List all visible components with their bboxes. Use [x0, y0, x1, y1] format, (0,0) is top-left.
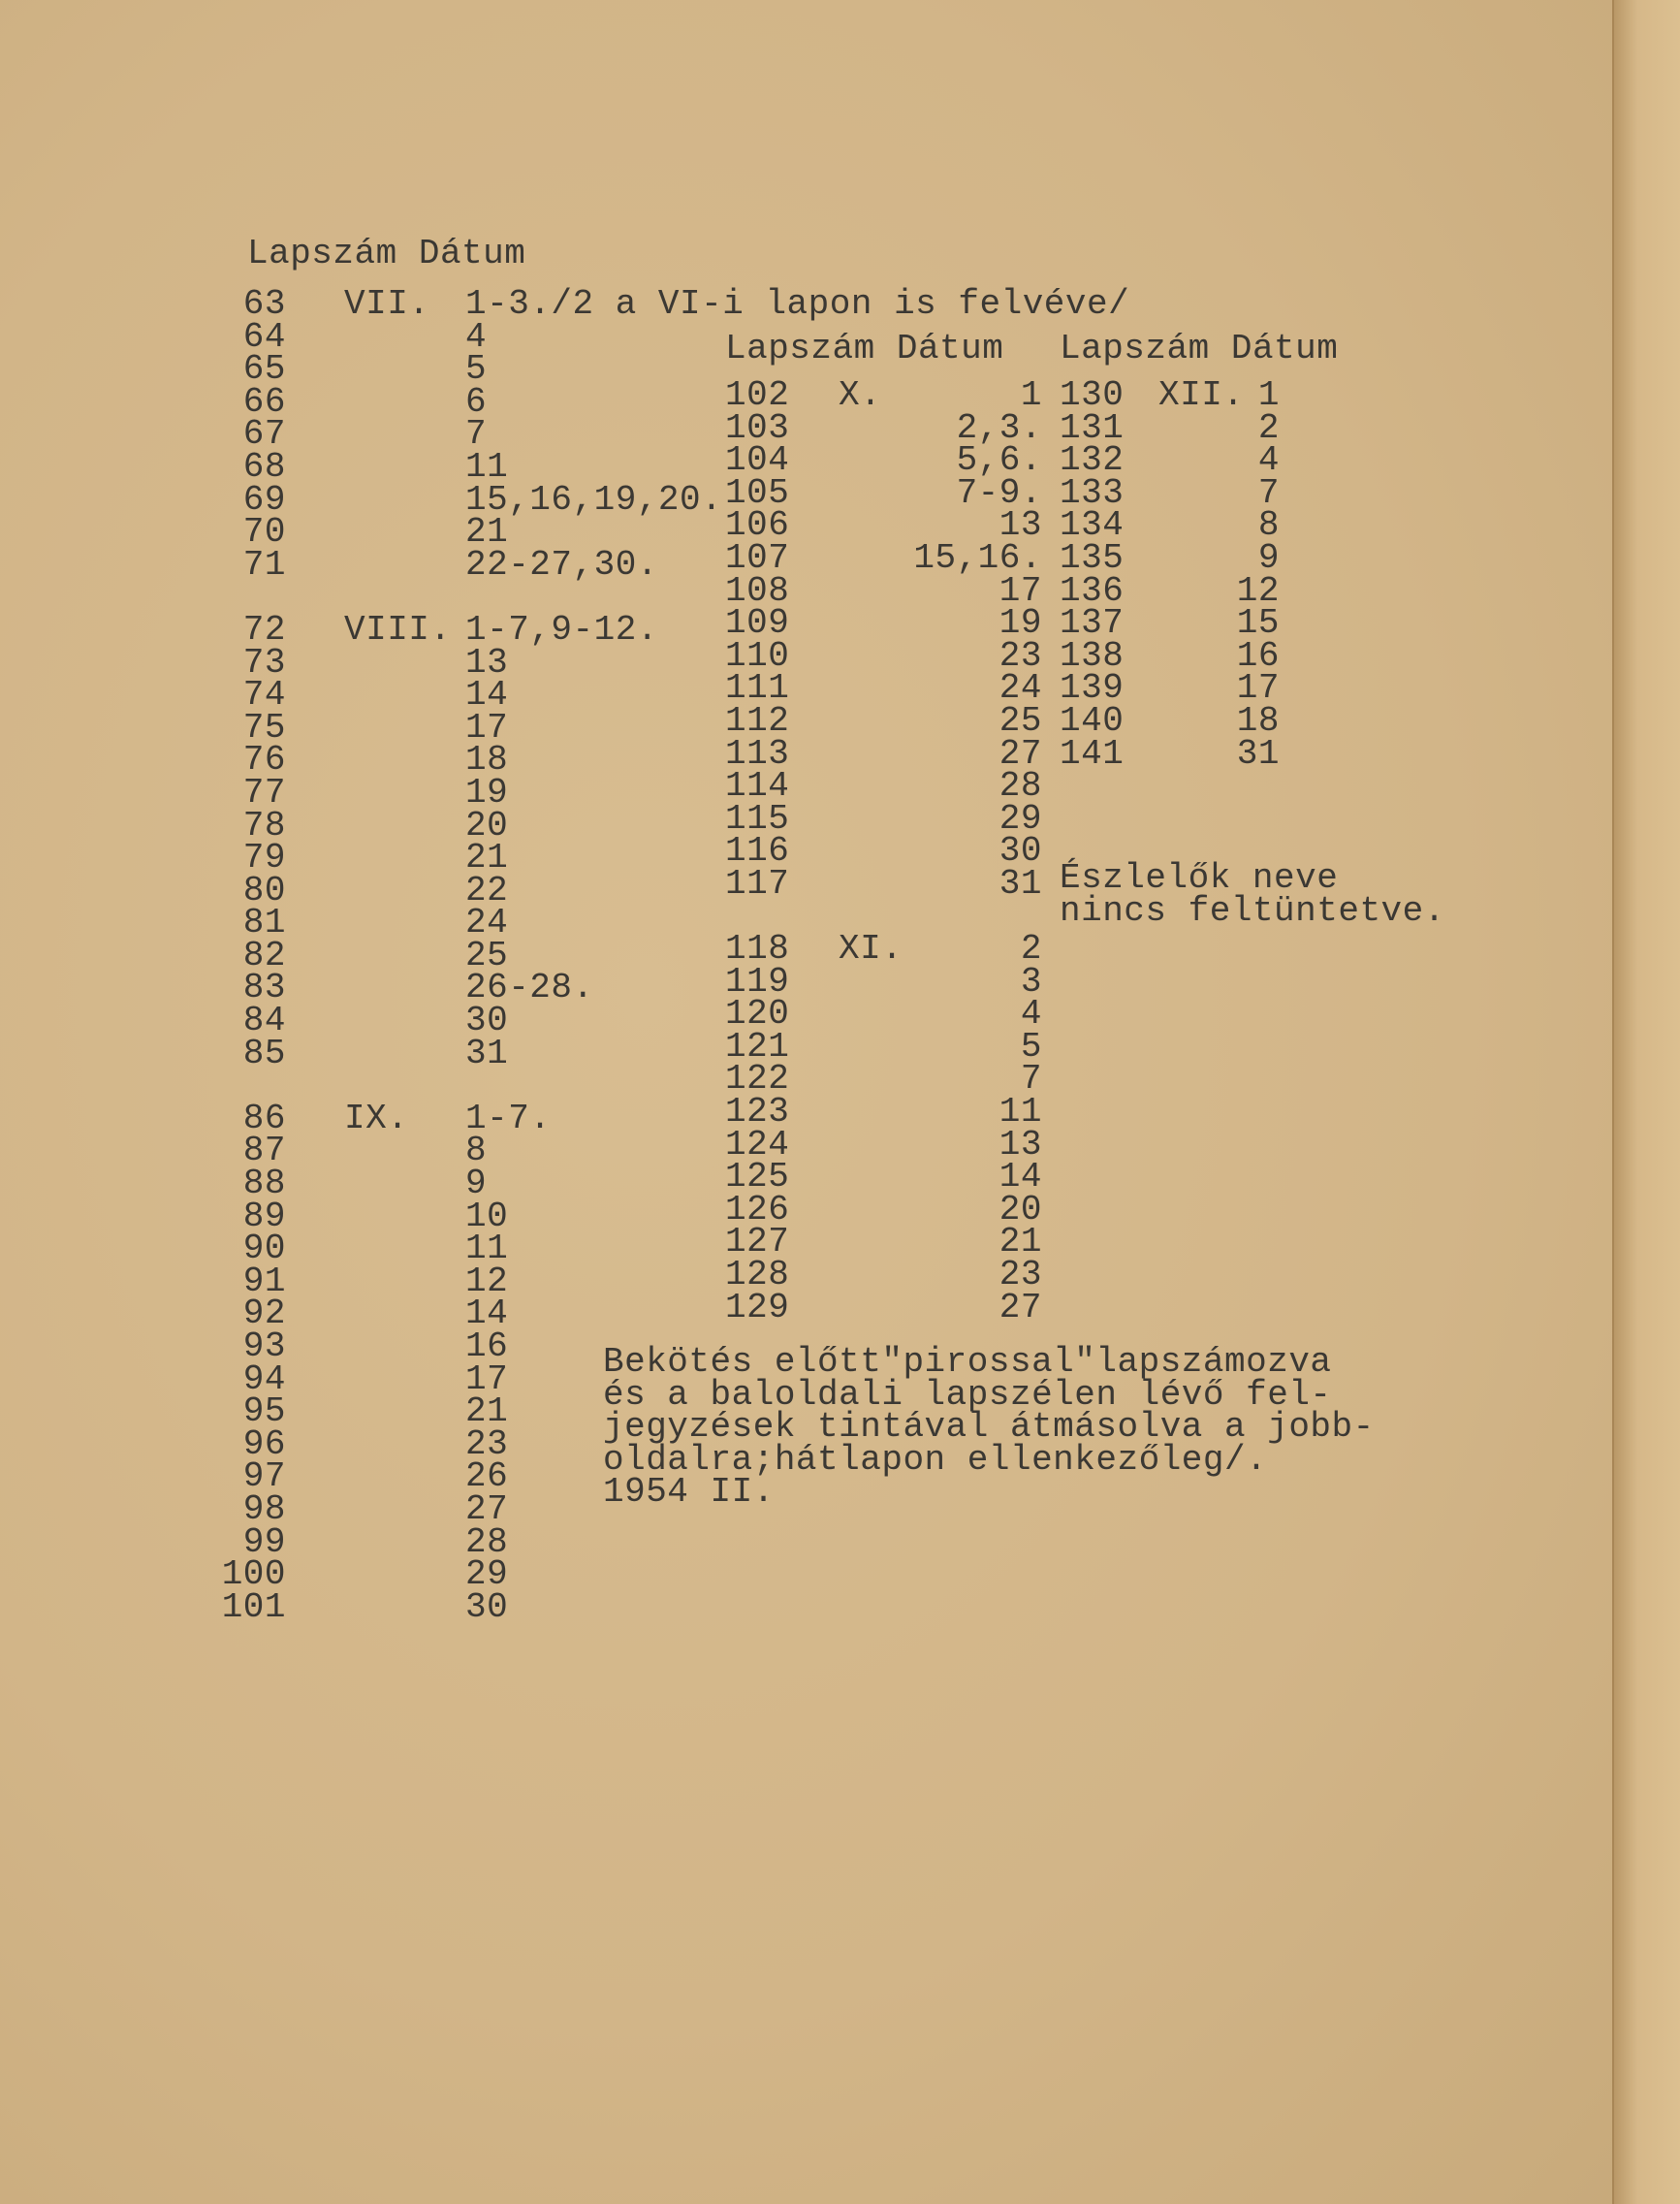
binding-note-line: Bekötés előtt"pirossal"lapszámozva: [603, 1342, 1332, 1382]
col1-months: [344, 284, 460, 1645]
month-label: IX.: [344, 1099, 409, 1138]
page-number: 130: [1060, 375, 1125, 415]
day-entry: 31: [465, 1033, 509, 1073]
month-label: X.: [839, 375, 882, 415]
col3-days: [1202, 375, 1280, 774]
day-entry: 27: [998, 1287, 1042, 1327]
page-number: 113: [725, 733, 790, 774]
day-entry: 23: [998, 1255, 1042, 1295]
page-number: 78: [242, 805, 286, 846]
day-entry: 13: [998, 1124, 1042, 1165]
day-entry: 3: [1020, 961, 1042, 1002]
col3-page-numbers: [1060, 375, 1137, 774]
page-number: 70: [242, 512, 286, 553]
page-number: 141: [1060, 733, 1125, 774]
page-number: 105: [725, 472, 790, 513]
page-number: 73: [242, 642, 286, 683]
day-entry: 2: [1257, 407, 1280, 448]
day-entry: 30: [998, 831, 1042, 872]
page-number: 74: [242, 675, 286, 716]
page-number: 87: [242, 1131, 286, 1171]
day-entry: 21: [465, 1391, 509, 1432]
binding-note-line: jegyzések tintával átmásolva a jobb-: [603, 1407, 1375, 1448]
day-entry: 13: [465, 642, 509, 683]
page-number: 107: [725, 537, 790, 578]
page-number: 115: [725, 798, 790, 839]
page-number: 122: [725, 1059, 790, 1100]
page-number: 118: [725, 929, 790, 970]
day-entry: 2: [1020, 929, 1042, 970]
page-number: 124: [725, 1124, 790, 1165]
day-entry: 5: [1020, 1026, 1042, 1067]
day-entry: 11: [465, 1229, 509, 1269]
day-entry: 14: [465, 1294, 509, 1334]
day-entry: 8: [465, 1131, 488, 1171]
page-number: 97: [242, 1456, 286, 1497]
day-entry: 6: [465, 381, 488, 422]
day-entry: 16: [465, 1326, 509, 1366]
day-entry: 21: [465, 838, 509, 878]
day-entry: 7: [465, 414, 488, 455]
col2-header-lapszam: Lapszám: [725, 329, 875, 368]
page-number: 106: [725, 505, 790, 546]
day-entry: 7-9.: [956, 472, 1042, 513]
page-number: 77: [242, 772, 286, 813]
page-number: 83: [242, 968, 286, 1008]
day-entry: 26: [465, 1456, 509, 1497]
page-number: 81: [242, 903, 286, 943]
day-entry: 17: [465, 1358, 509, 1399]
day-entry: 5: [465, 349, 488, 390]
page-number: 128: [725, 1255, 790, 1295]
page-number: 89: [242, 1196, 286, 1236]
page-number: 79: [242, 838, 286, 878]
day-entry: 23: [465, 1423, 509, 1464]
day-entry: 2,3.: [956, 407, 1042, 448]
day-entry: 19: [465, 772, 509, 813]
page-number: [725, 901, 803, 934]
day-entry: 12: [1236, 570, 1280, 611]
page-number: 134: [1060, 505, 1125, 546]
observers-note: [1060, 858, 1445, 931]
page-number: 110: [725, 635, 790, 676]
page-number: 63: [242, 284, 286, 324]
page-number: 139: [1060, 668, 1125, 709]
day-entry: 27: [465, 1488, 509, 1529]
day-entry: 17: [1236, 668, 1280, 709]
day-entry: 10: [465, 1196, 509, 1236]
day-entry: 1-3./2 a VI-i lapon is felvéve/: [465, 284, 1130, 324]
day-entry: 21: [998, 1222, 1042, 1262]
day-entry: 21: [465, 512, 509, 553]
day-entry: 4: [465, 316, 488, 357]
day-entry: 1-7,9-12.: [465, 609, 658, 650]
page-number: 131: [1060, 407, 1125, 448]
day-entry: 1: [1020, 375, 1042, 415]
page-number: 117: [725, 863, 790, 904]
page-number: 92: [242, 1294, 286, 1334]
page-number: 86: [242, 1098, 286, 1138]
page-number: 68: [242, 446, 286, 487]
page-number: 121: [725, 1026, 790, 1067]
page-number: 71: [242, 544, 286, 585]
day-entry: 9: [1257, 537, 1280, 578]
page-number: 101: [221, 1586, 286, 1627]
page-number: 67: [242, 414, 286, 455]
page-number: 90: [242, 1229, 286, 1269]
page-number: 137: [1060, 603, 1125, 644]
page-number: 136: [1060, 570, 1125, 611]
page-number: 82: [242, 935, 286, 975]
day-entry: 26-28.: [465, 968, 594, 1008]
day-entry: 22-27,30.: [465, 544, 658, 585]
day-entry: 23: [998, 635, 1042, 676]
day-entry: 31: [1236, 733, 1280, 774]
binding-note-line: és a baloldali lapszélen lévő fel-: [603, 1374, 1332, 1415]
folder-edge: [1612, 0, 1680, 2204]
page-number: 76: [242, 740, 286, 781]
page-number: 135: [1060, 537, 1125, 578]
page-number: 132: [1060, 440, 1125, 481]
day-entry: 12: [465, 1261, 509, 1301]
day-entry: 8: [1257, 505, 1280, 546]
page-number: 127: [725, 1222, 790, 1262]
col2-page-numbers: [725, 375, 803, 1327]
month-label: XI.: [839, 929, 903, 970]
page-number: 119: [725, 961, 790, 1002]
day-entry: 22: [465, 870, 509, 910]
page-number: 91: [242, 1261, 286, 1301]
page-number: 98: [242, 1488, 286, 1529]
page-number: 104: [725, 440, 790, 481]
day-entry: 14: [998, 1157, 1042, 1198]
page-number: [208, 581, 286, 614]
day-entry: 14: [465, 675, 509, 716]
page-number: 112: [725, 700, 790, 741]
month-label: XII.: [1158, 375, 1245, 415]
binding-note-line: oldalra;hátlapon ellenkezőleg/.: [603, 1439, 1268, 1480]
day-entry: 24: [465, 903, 509, 943]
header-datum: Dátum: [418, 234, 526, 273]
page-number: 103: [725, 407, 790, 448]
page-number: 80: [242, 870, 286, 910]
day-entry: 17: [465, 707, 509, 748]
col3-header: [1060, 329, 1339, 368]
page-number: 93: [242, 1326, 286, 1366]
day-entry: 7: [1020, 1059, 1042, 1100]
day-entry: 17: [998, 570, 1042, 611]
day-entry: 5,6.: [956, 440, 1042, 481]
day-entry: 4: [1020, 994, 1042, 1035]
observers-note-line: Észlelők neve: [1060, 858, 1339, 898]
page-number: 69: [242, 479, 286, 520]
page-number: 111: [725, 668, 790, 709]
day-entry: 11: [998, 1092, 1042, 1133]
day-entry: 16: [1236, 635, 1280, 676]
page-number: 129: [725, 1287, 790, 1327]
col2-days: [906, 375, 1042, 1327]
day-entry: 28: [998, 766, 1042, 807]
binding-note: [603, 1342, 1375, 1513]
page-number: [208, 1070, 286, 1102]
month-label: VII.: [344, 284, 430, 324]
page-number: 88: [242, 1164, 286, 1204]
day-entry: 15: [1236, 603, 1280, 644]
binding-note-line: 1954 II.: [603, 1472, 775, 1513]
page-number: 99: [242, 1521, 286, 1562]
header-lapszam: Lapszám: [247, 234, 397, 273]
day-entry: 1-7.: [465, 1098, 552, 1138]
page-number: 120: [725, 994, 790, 1035]
page-number: 126: [725, 1189, 790, 1230]
page-number: 108: [725, 570, 790, 611]
page-number: 116: [725, 831, 790, 872]
month-label: VIII.: [344, 610, 452, 650]
col3-header-datum: Dátum: [1230, 329, 1339, 368]
day-entry: 29: [998, 798, 1042, 839]
day-entry: 28: [465, 1521, 509, 1562]
col2-header-datum: Dátum: [896, 329, 1004, 368]
page-number: 64: [242, 316, 286, 357]
header-label: [247, 234, 526, 273]
page-number: 66: [242, 381, 286, 422]
day-entry: 4: [1257, 440, 1280, 481]
page-number: 84: [242, 1001, 286, 1041]
day-entry: 18: [1236, 700, 1280, 741]
page-number: 94: [242, 1358, 286, 1399]
day-entry: 30: [465, 1001, 509, 1041]
page-number: 138: [1060, 635, 1125, 676]
day-entry: 15,16,19,20.: [465, 479, 723, 520]
day-entry: 24: [998, 668, 1042, 709]
col2-months: [839, 375, 916, 1349]
page-number: 65: [242, 349, 286, 390]
page-number: 75: [242, 707, 286, 748]
day-entry: 11: [465, 446, 509, 487]
day-entry: 15,16.: [913, 537, 1042, 578]
day-entry: 18: [465, 740, 509, 781]
page-number: 100: [221, 1554, 286, 1595]
day-entry: 31: [998, 863, 1042, 904]
day-entry: 27: [998, 733, 1042, 774]
day-entry: 1: [1257, 375, 1280, 415]
day-entry: 25: [998, 700, 1042, 741]
observers-note-line: nincs feltüntetve.: [1060, 890, 1445, 931]
page-number: 140: [1060, 700, 1125, 741]
col3-header-lapszam: Lapszám: [1060, 329, 1210, 368]
page-number: 123: [725, 1092, 790, 1133]
day-entry: 13: [998, 505, 1042, 546]
page-number: 72: [242, 609, 286, 650]
page-number: 95: [242, 1391, 286, 1432]
day-entry: 19: [998, 603, 1042, 644]
day-entry: [906, 901, 1042, 934]
col1-page-numbers: [208, 284, 286, 1627]
col2-header: [725, 329, 1004, 368]
page-number: 85: [242, 1033, 286, 1073]
day-entry: 29: [465, 1554, 509, 1595]
page-number: 133: [1060, 472, 1125, 513]
day-entry: 30: [465, 1586, 509, 1627]
day-entry: 20: [998, 1189, 1042, 1230]
day-entry: 25: [465, 935, 509, 975]
day-entry: 7: [1257, 472, 1280, 513]
page-number: 114: [725, 766, 790, 807]
day-entry: 20: [465, 805, 509, 846]
page-number: 96: [242, 1423, 286, 1464]
page-number: 125: [725, 1157, 790, 1198]
page-number: 102: [725, 375, 790, 415]
page-number: 109: [725, 603, 790, 644]
day-entry: 9: [465, 1164, 488, 1204]
